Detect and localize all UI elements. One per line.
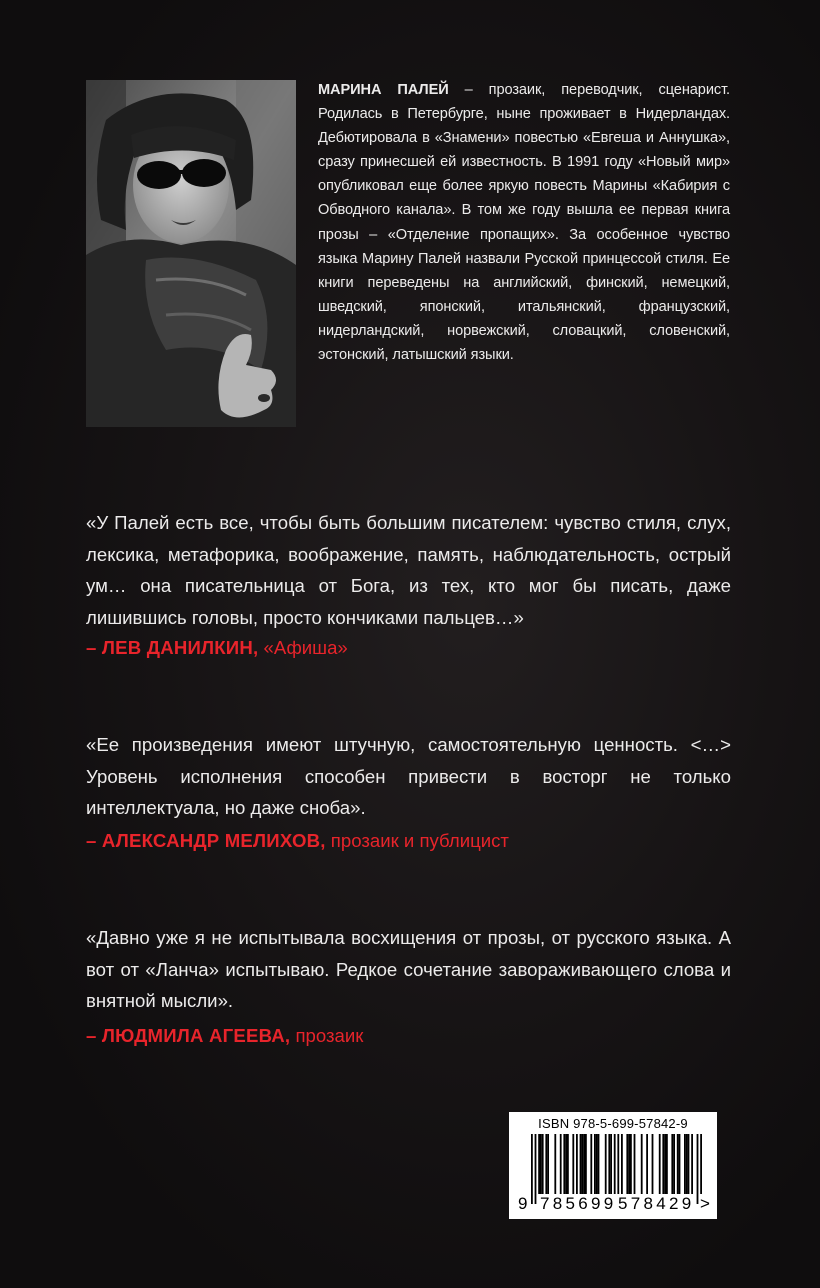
barcode-bar [677, 1134, 679, 1194]
quote-2-source: прозаик и публицист [325, 830, 509, 851]
barcode-bar [581, 1134, 583, 1194]
barcode-bar [540, 1134, 542, 1194]
barcode-bar [691, 1134, 693, 1194]
barcode-bar [686, 1134, 688, 1194]
barcode-bar [664, 1134, 666, 1194]
barcode-bar [684, 1134, 686, 1194]
barcode-bar [671, 1134, 673, 1194]
barcode-bar [630, 1134, 632, 1194]
barcode-bar [662, 1134, 664, 1194]
barcode-left-digits: 785699 [540, 1194, 617, 1213]
barcode-bar [531, 1134, 533, 1204]
barcode-bar [547, 1134, 549, 1194]
isbn-label: ISBN 978-5-699-57842-9 [538, 1116, 688, 1131]
barcode-bar [634, 1134, 636, 1194]
quote-2: «Ее произведения имеют штучную, самостоятельную ценность. <…> Уровень исполнения способен привести в восторг не только интеллектуала, но даже сноба». [86, 734, 731, 818]
barcode-bar [565, 1134, 567, 1194]
barcode-bar [610, 1134, 612, 1194]
barcode-bar [554, 1134, 556, 1194]
barcode-bar [563, 1134, 565, 1194]
quote-1-author: – ЛЕВ ДАНИЛКИН, [86, 637, 259, 658]
barcode-right-digits: 578429 [618, 1194, 695, 1213]
barcode-bar [679, 1134, 681, 1194]
quote-1-source: «Афиша» [258, 637, 348, 658]
barcode-bar [628, 1134, 630, 1194]
barcode-bar [641, 1134, 643, 1194]
barcode-bar [572, 1134, 574, 1194]
author-bio-text: – прозаик, переводчик, сценарист. Родилась в Петербурге, ныне проживает в Нидерландах. Дебютировала в «Знамени» повестью «Евгеша и Аннушка», сразу принесшей ей известность. В 1991 году «Новый мир» опубликовал еще более яркую повесть Марины «Кабирия с Обводного канала». В том же году вышла ее первая книга прозы – «Отделение пропащих». За особенное чувство языка Марину Палей назвали Русской принцессой стиля. Ее книги переведены на английский, финский, немецкий, шведский, японский, итальянский, французский, нидерландский, норвежский, словацкий, словенский, эстонский, латышский языки. [318, 82, 730, 364]
barcode-bar [545, 1134, 547, 1194]
barcode-bar [608, 1134, 610, 1194]
quote-1: «У Палей есть все, чтобы быть большим писателем: чувство стиля, слух, лексика, метафорика, воображение, память, наблюдательность, острый ум… она писательница от Бога, из тех, кто мог бы писать, даже лишившись головы, просто кончиками пальцев…» [86, 512, 731, 628]
barcode-bar [535, 1134, 537, 1204]
barcode-bar [583, 1134, 585, 1194]
author-bio [318, 78, 730, 367]
barcode-bar [659, 1134, 661, 1194]
barcode-bar [646, 1134, 648, 1194]
barcode-bar [673, 1134, 675, 1194]
quote-3: «Давно уже я не испытывала восхищения от прозы, от русского языка. А вот от «Ланча» испытываю. Редкое сочетание завораживающего слова и внятной мысли». [86, 927, 731, 1011]
barcode-bar [585, 1134, 587, 1194]
barcode-bar [596, 1134, 598, 1194]
barcode-bar [538, 1134, 540, 1194]
quote-2-author: – АЛЕКСАНДР МЕЛИХОВ, [86, 830, 326, 851]
barcode-bar [590, 1134, 592, 1194]
quote-1-attribution [86, 636, 348, 660]
barcode-bar [594, 1134, 596, 1194]
barcode-bar [666, 1134, 668, 1194]
barcode-bar [576, 1134, 578, 1194]
barcode-bar [688, 1134, 690, 1194]
author-name: МАРИНА ПАЛЕЙ [318, 82, 449, 98]
quote-3-source: прозаик [290, 1025, 364, 1046]
barcode-bar [542, 1134, 544, 1194]
barcode-bar [605, 1134, 607, 1194]
barcode-bar [652, 1134, 654, 1194]
quote-3-author: – ЛЮДМИЛА АГЕЕВА, [86, 1025, 291, 1046]
barcode-bar [621, 1134, 623, 1194]
quote-3-attribution [86, 1024, 363, 1048]
isbn-barcode [509, 1112, 717, 1219]
barcode-bar [560, 1134, 562, 1194]
barcode-arrow: > [700, 1194, 710, 1213]
barcode-bar [626, 1134, 628, 1194]
quote-2-attribution [86, 829, 509, 853]
barcode-bar [567, 1134, 569, 1194]
barcode-bar [580, 1134, 582, 1194]
barcode-lead-digit: 9 [518, 1194, 528, 1213]
barcode-bar [598, 1134, 600, 1194]
author-portrait-image [86, 80, 296, 427]
author-photo [86, 80, 296, 427]
